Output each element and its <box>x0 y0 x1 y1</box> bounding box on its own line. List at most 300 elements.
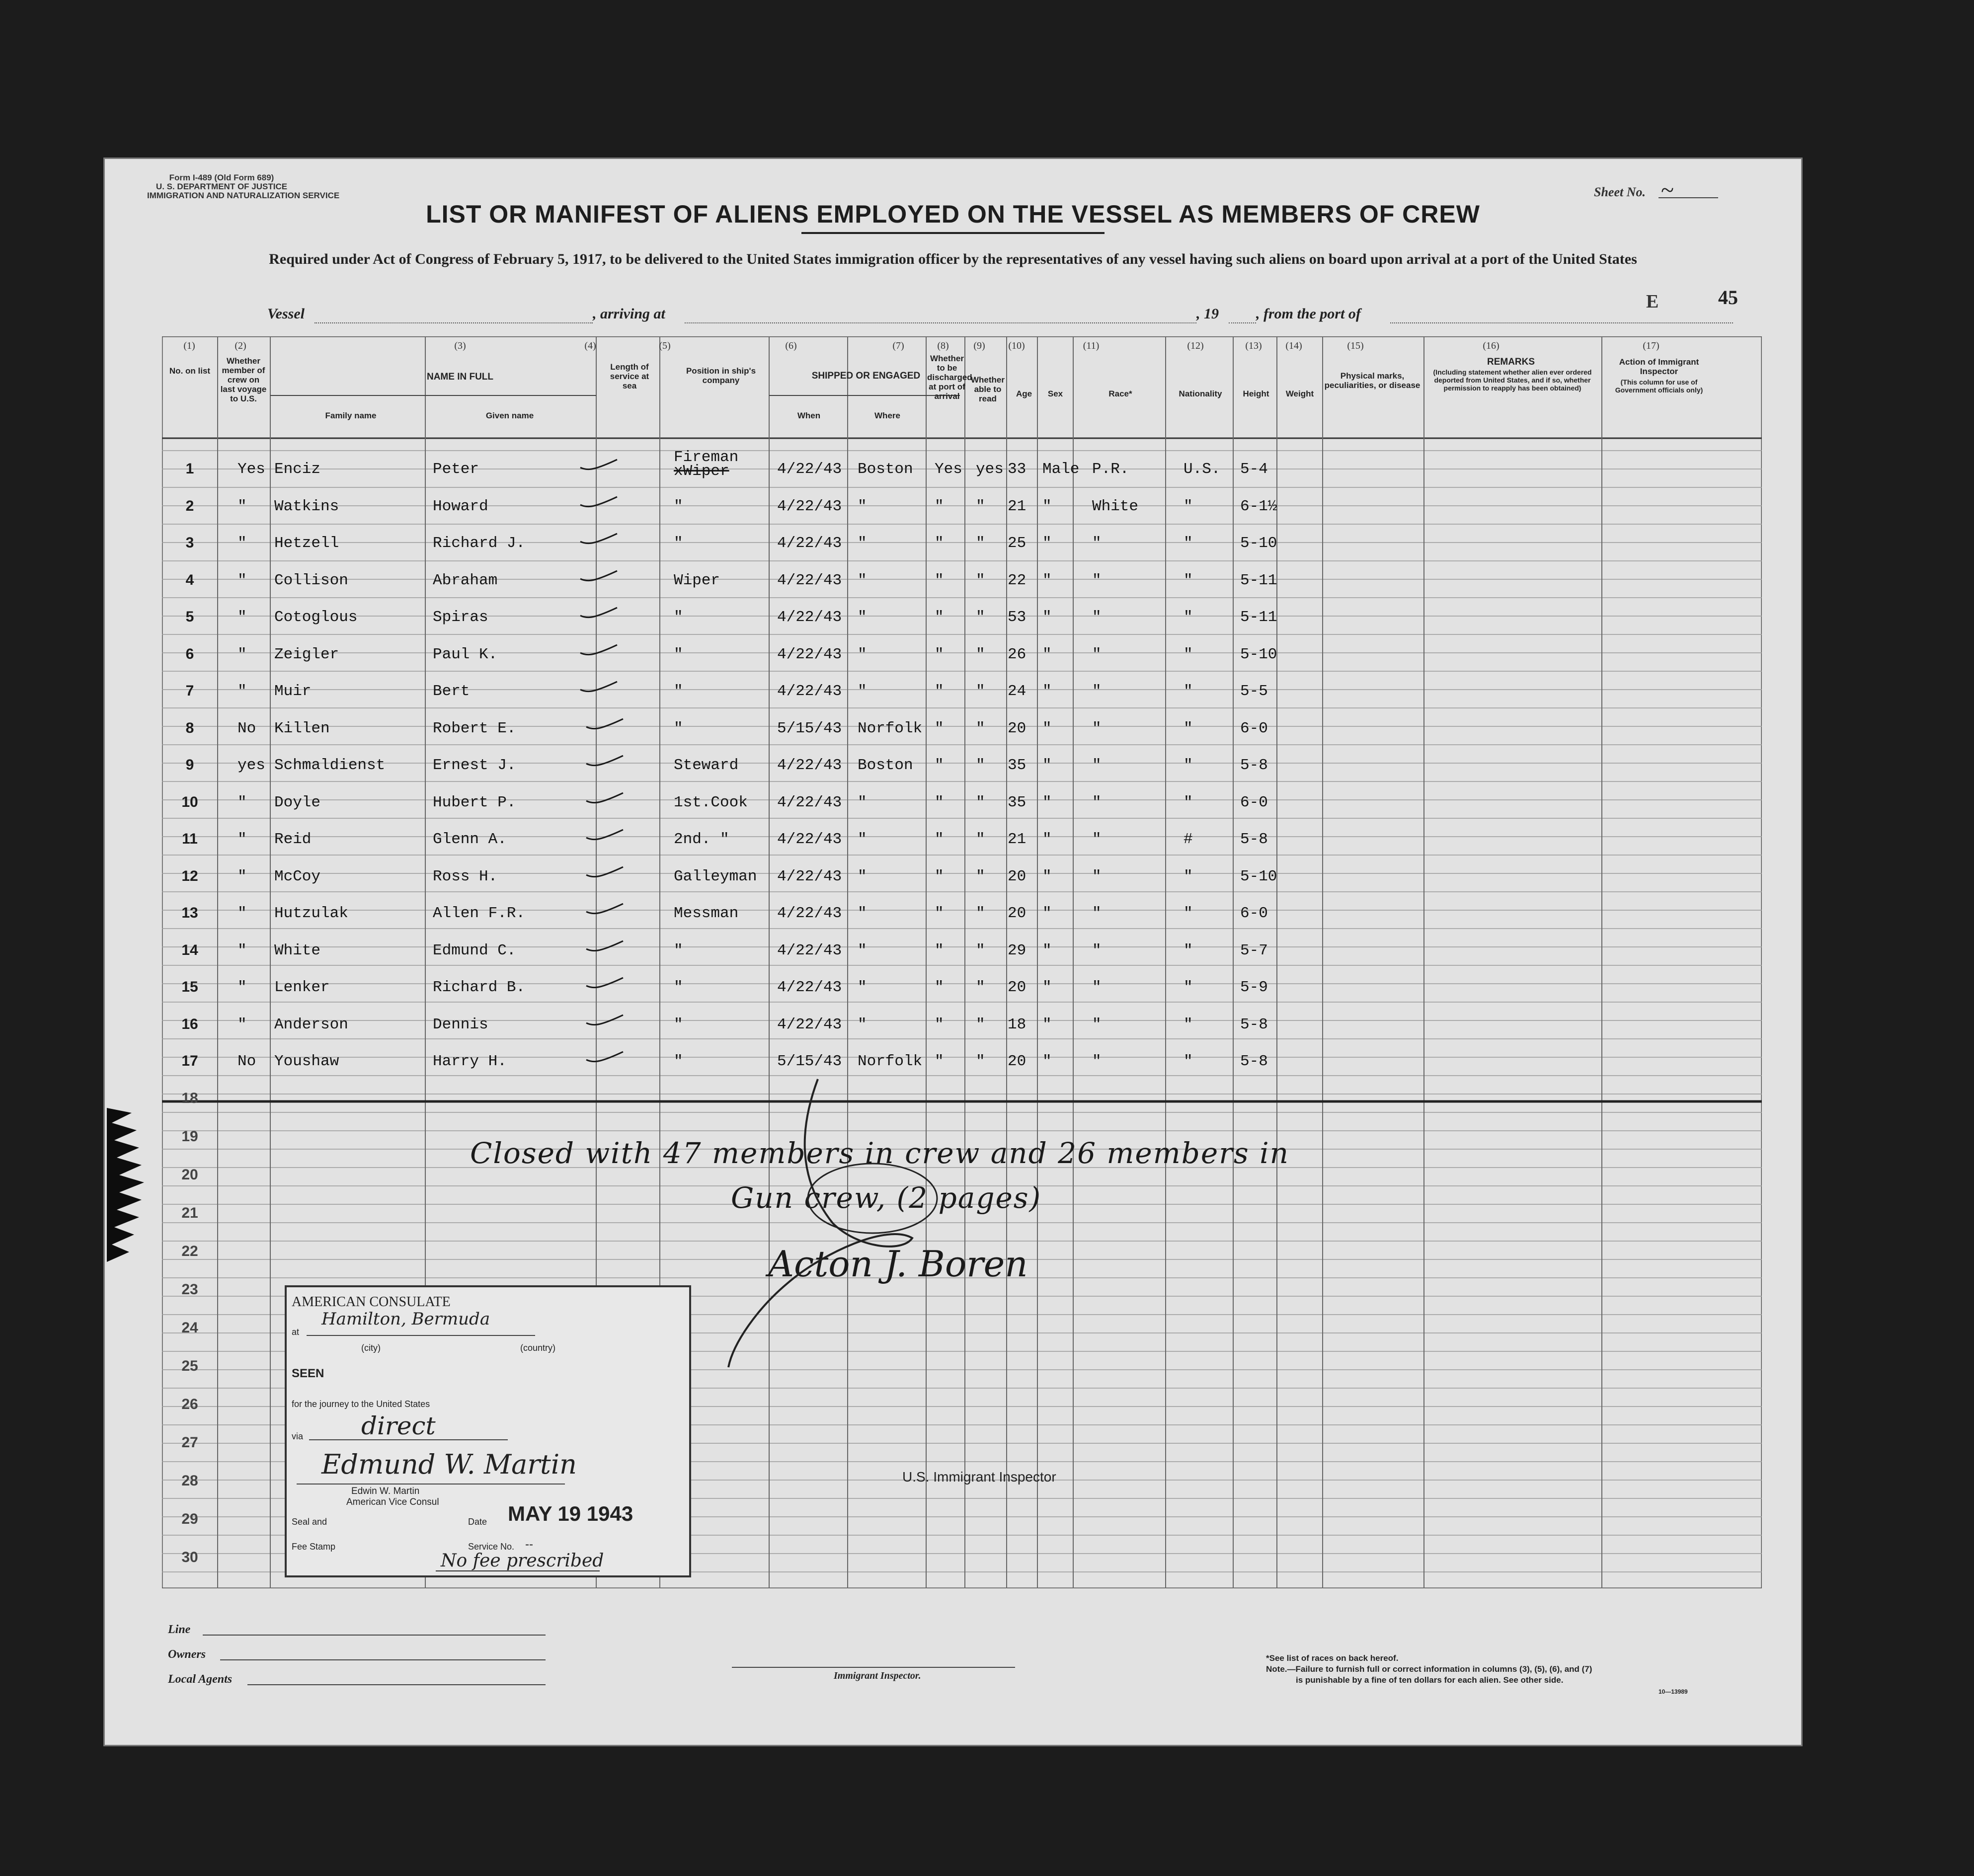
cell-family: McCoy <box>274 867 321 885</box>
cell-age: 22 <box>1008 571 1026 589</box>
cell-position: Wiper <box>674 571 720 589</box>
department: U. S. DEPARTMENT OF JUSTICE <box>156 182 288 191</box>
header-action-detail: (This column for use of Government officials only) <box>1615 378 1703 394</box>
cell-read: " <box>976 793 985 811</box>
cell-height: 5-5 <box>1240 683 1268 700</box>
row-number-blank: 26 <box>181 1396 198 1412</box>
cell-sex: " <box>1042 497 1052 515</box>
row-number: 15 <box>181 979 198 995</box>
header-nationality: Nationality <box>1179 389 1222 398</box>
stamp-seal-and: Seal and <box>292 1517 327 1527</box>
column-number: (14) <box>1285 340 1302 351</box>
inspector-signature-line <box>732 1667 1015 1668</box>
column-number: (7) <box>892 340 904 351</box>
port-blank <box>1390 322 1733 323</box>
column-number: (17) <box>1643 340 1659 351</box>
cell-nationality: " <box>1184 793 1193 811</box>
cell-family: White <box>274 941 321 959</box>
cell-discharged: " <box>935 683 944 700</box>
cell-position: " <box>674 719 683 737</box>
cell-discharged: " <box>935 1016 944 1033</box>
cell-read: " <box>976 905 985 922</box>
cell-race: " <box>1092 793 1102 811</box>
cell-read: " <box>976 683 985 700</box>
page-title: LIST OR MANIFEST OF ALIENS EMPLOYED ON THE VESSEL AS MEMBERS OF CREW <box>426 200 1480 228</box>
cell-given: Hubert P. <box>433 793 516 811</box>
form-code: 10—13989 <box>1658 1688 1688 1695</box>
cell-position: " <box>674 1016 683 1033</box>
cell-sex: " <box>1042 645 1052 663</box>
cell-read: " <box>976 941 985 959</box>
cell-read: " <box>976 1016 985 1033</box>
cell-height: 6-0 <box>1240 905 1268 922</box>
year-blank <box>1229 322 1256 323</box>
cell-sex: " <box>1042 609 1052 626</box>
column-number: (16) <box>1483 340 1500 351</box>
cell-given: Peter <box>433 461 479 478</box>
arriving-blank <box>685 322 1196 323</box>
cell-where: " <box>858 1016 867 1033</box>
column-number: (5) <box>659 340 671 351</box>
cell-race: " <box>1092 683 1102 700</box>
cell-height: 5-7 <box>1240 941 1268 959</box>
header-no-on-list: No. on list <box>169 366 211 376</box>
cell-race: " <box>1092 979 1102 996</box>
column-number: (13) <box>1245 340 1262 351</box>
cell-nationality: " <box>1184 905 1193 922</box>
cell-height: 5-8 <box>1240 1053 1268 1070</box>
header-length-service: Length of service at sea <box>610 362 649 391</box>
header-sex: Sex <box>1047 389 1063 398</box>
stamp-officer-name: Edwin W. Martin <box>351 1486 420 1496</box>
cell-when: 4/22/43 <box>777 645 842 663</box>
cell-height: 6-0 <box>1240 793 1268 811</box>
cell-where: " <box>858 683 867 700</box>
cell-member: " <box>237 535 247 552</box>
cell-member: " <box>237 941 247 959</box>
stamp-signature: Edmund W. Martin <box>321 1449 577 1480</box>
check-mark-icon <box>585 828 625 842</box>
cell-nationality: " <box>1184 645 1193 663</box>
cell-position: 1st.Cook <box>674 793 748 811</box>
cell-race: " <box>1092 571 1102 589</box>
page-mark: E <box>1646 291 1659 312</box>
header-where: Where <box>874 411 900 420</box>
header-race: Race* <box>1108 389 1132 398</box>
cell-read: " <box>976 535 985 552</box>
cell-given: Richard B. <box>433 979 526 996</box>
stamp-service-no: Service No. <box>468 1542 515 1552</box>
header-name-in-full: NAME IN FULL <box>426 372 494 382</box>
cell-where: " <box>858 941 867 959</box>
cell-discharged: " <box>935 1053 944 1070</box>
cell-member: " <box>237 793 247 811</box>
cell-race: " <box>1092 535 1102 552</box>
row-number: 1 <box>185 461 194 477</box>
stamp-seen: SEEN <box>292 1367 324 1380</box>
cell-where: " <box>858 867 867 885</box>
cell-age: 21 <box>1008 497 1026 515</box>
cell-where: Boston <box>858 461 913 478</box>
sheet-no-value: ~ <box>1661 177 1674 203</box>
cell-given: Glenn A. <box>433 831 507 848</box>
cell-discharged: " <box>935 979 944 996</box>
cell-read: " <box>976 831 985 848</box>
title-underline <box>801 232 1105 234</box>
header-weight: Weight <box>1285 389 1314 398</box>
cell-given: Edmund C. <box>433 941 516 959</box>
row-number-blank: 30 <box>181 1549 198 1565</box>
row-number: 17 <box>181 1053 198 1069</box>
cell-when: 4/22/43 <box>777 461 842 478</box>
cell-given: Harry H. <box>433 1053 507 1070</box>
from-port-label: , from the port of <box>1256 306 1361 322</box>
cell-sex: " <box>1042 1053 1052 1070</box>
owners-blank <box>220 1659 546 1660</box>
stamp-officer-title: American Vice Consul <box>346 1497 439 1507</box>
form-number: Form I-489 (Old Form 689) <box>169 173 274 182</box>
cell-height: 5-8 <box>1240 831 1268 848</box>
cell-family: Reid <box>274 831 312 848</box>
cell-position: " <box>674 497 683 515</box>
check-mark-icon <box>579 643 619 657</box>
line-label: Line <box>168 1623 191 1636</box>
cell-where: " <box>858 609 867 626</box>
check-mark-icon <box>579 606 619 620</box>
sheet-no-line <box>1658 197 1718 198</box>
header-remarks: REMARKS <box>1487 357 1535 367</box>
cell-race: " <box>1092 831 1102 848</box>
cell-sex: " <box>1042 535 1052 552</box>
stamp-heading: AMERICAN CONSULATE <box>292 1294 451 1310</box>
cell-position: Messman <box>674 905 739 922</box>
inspector-title: U.S. Immigrant Inspector <box>902 1469 1056 1485</box>
check-mark-icon <box>585 1050 625 1064</box>
vessel-label: Vessel <box>267 306 305 322</box>
cell-where: " <box>858 535 867 552</box>
column-number: (12) <box>1187 340 1204 351</box>
cell-member: " <box>237 831 247 848</box>
cell-read: " <box>976 497 985 515</box>
cell-family: Muir <box>274 683 312 700</box>
cell-when: 4/22/43 <box>777 571 842 589</box>
cell-family: Doyle <box>274 793 321 811</box>
row-number: 3 <box>185 535 194 551</box>
header-able-read: Whether able to read <box>971 375 1005 403</box>
cell-height: 5-11 <box>1240 609 1277 626</box>
cell-position: " <box>674 683 683 700</box>
cell-height: 6-1½ <box>1240 497 1277 515</box>
cell-when: 4/22/43 <box>777 497 842 515</box>
cell-read: " <box>976 867 985 885</box>
agents-blank <box>247 1684 546 1685</box>
stamp-via-value: direct <box>361 1411 436 1440</box>
check-mark-icon <box>585 1013 625 1027</box>
cell-discharged: " <box>935 535 944 552</box>
cell-nationality: " <box>1184 535 1193 552</box>
header-age: Age <box>1016 389 1032 398</box>
row-number: 5 <box>185 609 194 625</box>
form-identifier <box>147 173 340 200</box>
check-mark-icon <box>579 569 619 583</box>
cell-discharged: " <box>935 497 944 515</box>
cell-given: Abraham <box>433 571 498 589</box>
cell-sex: " <box>1042 757 1052 774</box>
check-mark-icon <box>579 495 619 509</box>
cell-race: White <box>1092 497 1139 515</box>
local-agents-label: Local Agents <box>168 1673 233 1686</box>
cell-position: " <box>674 979 683 996</box>
check-mark-icon <box>585 902 625 916</box>
row-number-blank: 24 <box>181 1319 198 1336</box>
cell-when: 4/22/43 <box>777 1016 842 1033</box>
cell-member: " <box>237 497 247 515</box>
cell-member: " <box>237 683 247 700</box>
header-discharged: Whether to be discharged at port of arrival <box>927 354 972 401</box>
check-mark-icon <box>585 791 625 805</box>
row-number: 12 <box>181 867 198 884</box>
check-mark-icon <box>585 865 625 879</box>
cell-member: yes <box>237 757 265 774</box>
cell-height: 5-8 <box>1240 1016 1268 1033</box>
row-number: 2 <box>185 497 194 514</box>
cell-position: " <box>674 941 683 959</box>
cell-family: Killen <box>274 719 330 737</box>
row-number-blank: 23 <box>181 1281 198 1298</box>
cell-where: " <box>858 793 867 811</box>
cell-where: " <box>858 831 867 848</box>
cell-age: 20 <box>1008 979 1026 996</box>
page-number: 45 <box>1718 286 1738 309</box>
cell-when: 4/22/43 <box>777 905 842 922</box>
footer <box>103 1596 1803 1745</box>
row-number: 14 <box>181 941 198 958</box>
stamp-city-label: (city) <box>361 1343 381 1353</box>
cell-read: " <box>976 979 985 996</box>
cell-age: 35 <box>1008 793 1026 811</box>
cell-member: " <box>237 867 247 885</box>
cell-nationality: " <box>1184 1053 1193 1070</box>
cell-race: " <box>1092 867 1102 885</box>
cell-when: 4/22/43 <box>777 609 842 626</box>
stamp-country-label: (country) <box>520 1343 556 1353</box>
row-number-blank: 29 <box>181 1510 198 1527</box>
stamp-at: at <box>292 1327 300 1337</box>
cell-when: 4/22/43 <box>777 941 842 959</box>
row-number-blank: 19 <box>181 1128 198 1145</box>
consulate-stamp <box>285 1285 691 1577</box>
cell-discharged: " <box>935 831 944 848</box>
immigrant-inspector-label: Immigrant Inspector. <box>834 1670 921 1681</box>
stamp-date-label: Date <box>468 1517 487 1527</box>
signature-flourish <box>699 1074 947 1372</box>
header-member-last-voyage: Whether member of crew on last voyage to U.S. <box>220 356 267 403</box>
cell-member: No <box>237 719 256 737</box>
row-number: 10 <box>181 793 198 810</box>
cell-member: " <box>237 979 247 996</box>
header-position: Position in ship's company <box>686 366 756 385</box>
cell-read: " <box>976 645 985 663</box>
stamp-via-line <box>309 1439 508 1440</box>
cell-race: P.R. <box>1092 461 1129 478</box>
cell-age: 18 <box>1008 1016 1026 1033</box>
cell-age: 26 <box>1008 645 1026 663</box>
cell-position: Steward <box>674 757 739 774</box>
header-physical-marks: Physical marks, peculiarities, or disease <box>1324 371 1421 390</box>
line-blank <box>203 1635 546 1636</box>
cell-height: 6-0 <box>1240 719 1268 737</box>
cell-position: " <box>674 609 683 626</box>
row-number: 4 <box>185 571 194 588</box>
cell-race: " <box>1092 719 1102 737</box>
cell-where: " <box>858 497 867 515</box>
stamp-journey: for the journey to the United States <box>292 1399 430 1409</box>
cell-family: Enciz <box>274 461 321 478</box>
cell-height: 5-8 <box>1240 757 1268 774</box>
cell-when: 4/22/43 <box>777 831 842 848</box>
cell-discharged: " <box>935 609 944 626</box>
cell-given: Howard <box>433 497 488 515</box>
check-mark-icon <box>585 939 625 953</box>
cell-discharged: " <box>935 905 944 922</box>
cell-member: " <box>237 571 247 589</box>
cell-nationality: # <box>1184 831 1193 848</box>
cell-given: Ross H. <box>433 867 498 885</box>
cell-when: 4/22/43 <box>777 867 842 885</box>
row-number: 9 <box>185 757 194 773</box>
cell-family: Zeigler <box>274 645 339 663</box>
cell-position: 2nd. " <box>674 831 729 848</box>
cell-member: " <box>237 905 247 922</box>
cell-age: 21 <box>1008 831 1026 848</box>
cell-family: Lenker <box>274 979 330 996</box>
cell-family: Anderson <box>274 1016 348 1033</box>
cell-family: Hetzell <box>274 535 339 552</box>
races-note: *See list of races on back hereof. <box>1266 1653 1399 1663</box>
column-number: (2) <box>235 340 246 351</box>
cell-discharged: " <box>935 867 944 885</box>
arriving-label: , arriving at <box>593 306 665 322</box>
row-number-blank: 18 <box>181 1090 198 1106</box>
cell-discharged: " <box>935 571 944 589</box>
cell-when: 4/22/43 <box>777 979 842 996</box>
stamp-place-line <box>307 1335 535 1336</box>
stamp-date-value: MAY 19 1943 <box>508 1502 633 1525</box>
column-number: (9) <box>973 340 985 351</box>
stamp-via: via <box>292 1431 304 1441</box>
cell-sex: " <box>1042 571 1052 589</box>
cell-where: Norfolk <box>858 719 923 737</box>
stamp-annotation: No fee prescribed <box>441 1551 604 1571</box>
column-number: (3) <box>454 340 466 351</box>
cell-race: " <box>1092 1053 1102 1070</box>
row-number: 6 <box>185 645 194 662</box>
vessel-line <box>267 306 1753 325</box>
cell-sex: " <box>1042 867 1052 885</box>
cell-position: " <box>674 1053 683 1070</box>
owners-label: Owners <box>168 1648 206 1661</box>
cell-family: Schmaldienst <box>274 757 386 774</box>
cell-discharged: " <box>935 719 944 737</box>
cell-family: Collison <box>274 571 348 589</box>
inspector-signature: Acton J. Boren <box>768 1243 1028 1285</box>
cell-sex: " <box>1042 719 1052 737</box>
cell-race: " <box>1092 645 1102 663</box>
cell-nationality: " <box>1184 757 1193 774</box>
cell-height: 5-9 <box>1240 979 1268 996</box>
cell-height: 5-10 <box>1240 867 1277 885</box>
cell-nationality: " <box>1184 941 1193 959</box>
cell-where: Norfolk <box>858 1053 923 1070</box>
column-number: (10) <box>1008 340 1025 351</box>
cell-given: Dennis <box>433 1016 488 1033</box>
cell-nationality: " <box>1184 683 1193 700</box>
cell-position: " <box>674 535 683 552</box>
cell-race: " <box>1092 1016 1102 1033</box>
cell-age: 20 <box>1008 905 1026 922</box>
row-number: 8 <box>185 719 194 736</box>
check-mark-icon <box>579 680 619 694</box>
check-mark-icon <box>579 458 619 471</box>
cell-sex: Male <box>1042 461 1080 478</box>
header-remarks-detail: (Including statement whether alien ever ordered deported from United States, and if so, whether permission to reapply has been obtained) <box>1433 368 1592 392</box>
cell-sex: " <box>1042 979 1052 996</box>
cell-discharged: Yes <box>935 461 962 478</box>
cell-family: Hutzulak <box>274 905 348 922</box>
column-number: (4) <box>584 340 596 351</box>
cell-nationality: U.S. <box>1184 461 1221 478</box>
stamp-service-no-value: -- <box>525 1538 533 1551</box>
vessel-blank <box>315 322 593 323</box>
row-number: 16 <box>181 1016 198 1032</box>
cell-given: Robert E. <box>433 719 516 737</box>
penalty-note: Note.—Failure to furnish full or correct information in columns (3), (5), (6), and (7) <box>1266 1664 1592 1674</box>
cell-given: Paul K. <box>433 645 498 663</box>
row-number: 7 <box>185 683 194 699</box>
cell-member: " <box>237 1016 247 1033</box>
check-mark-icon <box>579 532 619 546</box>
cell-discharged: " <box>935 941 944 959</box>
cell-when: 4/22/43 <box>777 535 842 552</box>
cell-age: 25 <box>1008 535 1026 552</box>
sheet-no-label: Sheet No. <box>1594 185 1646 199</box>
handwritten-note-line2: Gun crew, (2 pages) <box>731 1181 1042 1215</box>
cell-nationality: " <box>1184 1016 1193 1033</box>
cell-age: 33 <box>1008 461 1026 478</box>
cell-height: 5-10 <box>1240 645 1277 663</box>
header-given-name: Given name <box>485 411 534 420</box>
cell-position: Fireman <box>674 449 739 466</box>
cell-nationality: " <box>1184 867 1193 885</box>
cell-nationality: " <box>1184 719 1193 737</box>
cell-nationality: " <box>1184 497 1193 515</box>
cell-read: " <box>976 609 985 626</box>
header-when: When <box>797 411 821 420</box>
cell-sex: " <box>1042 1016 1052 1033</box>
row-number-blank: 28 <box>181 1472 198 1489</box>
cell-given: Spiras <box>433 609 488 626</box>
cell-given: Ernest J. <box>433 757 516 774</box>
cell-position: " <box>674 645 683 663</box>
cell-family: Cotoglous <box>274 609 358 626</box>
cell-race: " <box>1092 757 1102 774</box>
header-shipped-engaged: SHIPPED OR ENGAGED <box>811 371 921 381</box>
header-height: Height <box>1243 389 1269 398</box>
cell-age: 29 <box>1008 941 1026 959</box>
year-label: , 19 <box>1196 306 1219 322</box>
cell-read: yes <box>976 461 1004 478</box>
cell-age: 24 <box>1008 683 1026 700</box>
